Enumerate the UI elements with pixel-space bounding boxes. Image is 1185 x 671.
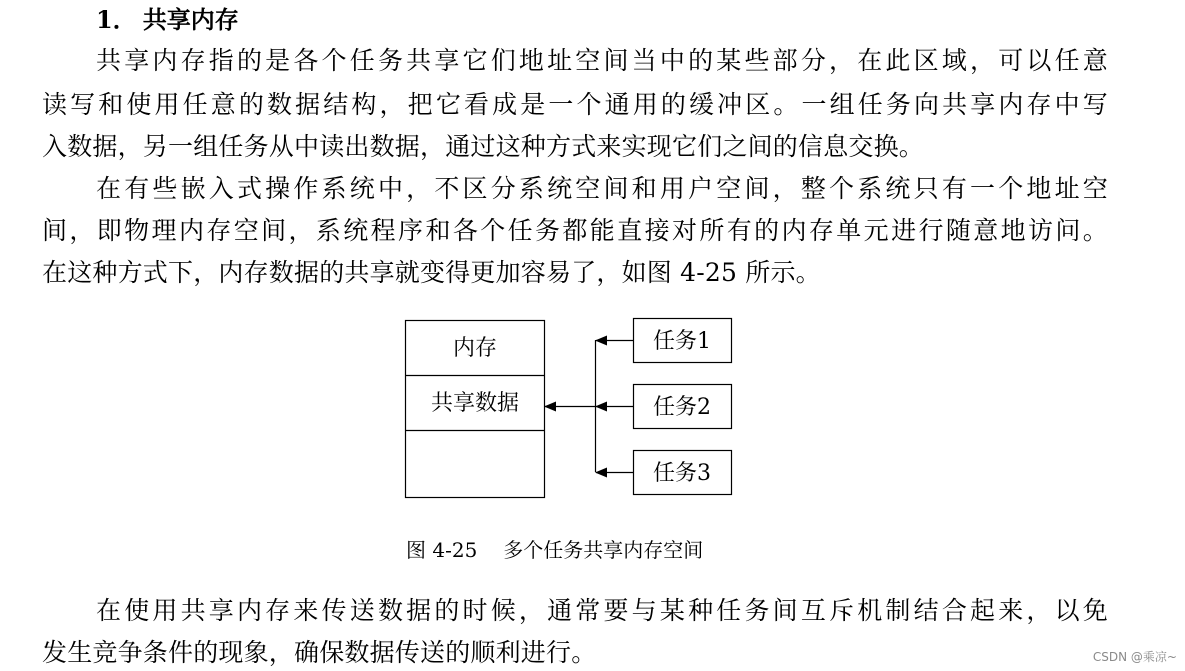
paragraph-1-line-3: 入数据，另一组任务从中读出数据，通过这种方式来实现它们之间的信息交换。: [42, 132, 925, 161]
memory-label: 内存: [452, 336, 498, 361]
paragraph-2-line-3: 在这种方式下，内存数据的共享就变得更加容易了，如图 4-25 所示。: [42, 258, 821, 287]
paragraph-1-line-2: 读写和使用任意的数据结构，把它看成是一个通用的缓冲区。一组任务向共享内存中写: [42, 90, 1108, 119]
figure-caption-text: 多个任务共享内存空间: [503, 538, 704, 562]
paragraph-3-line-1: 在使用共享内存来传送数据的时候，通常要与某种任务间互斥机制结合起来，以免: [96, 596, 1108, 625]
shared-data-label: 共享数据: [430, 391, 520, 416]
paragraph-3-line-2: 发生竞争条件的现象，确保数据传送的顺利进行。: [42, 638, 597, 667]
csdn-watermark: CSDN @乘凉~: [1092, 650, 1177, 664]
shared-memory-diagram: [380, 300, 780, 515]
figure-caption: [406, 536, 703, 564]
section-number: 1．: [96, 5, 137, 34]
figure-number: 图 4-25: [406, 538, 478, 562]
section-heading: [96, 4, 239, 36]
task-label-2: 任务2: [653, 395, 711, 420]
task-label-1: 任务1: [653, 329, 711, 354]
paragraph-2-line-2: 间，即物理内存空间，系统程序和各个任务都能直接对所有的内存单元进行随意地访问。: [42, 216, 1108, 245]
section-title: 共享内存: [142, 5, 239, 34]
paragraph-1-line-1: 共享内存指的是各个任务共享它们地址空间当中的某些部分，在此区域，可以任意: [96, 46, 1108, 75]
paragraph-2-line-1: 在有些嵌入式操作系统中，不区分系统空间和用户空间，整个系统只有一个地址空: [96, 174, 1108, 203]
task-label-3: 任务3: [653, 461, 711, 486]
